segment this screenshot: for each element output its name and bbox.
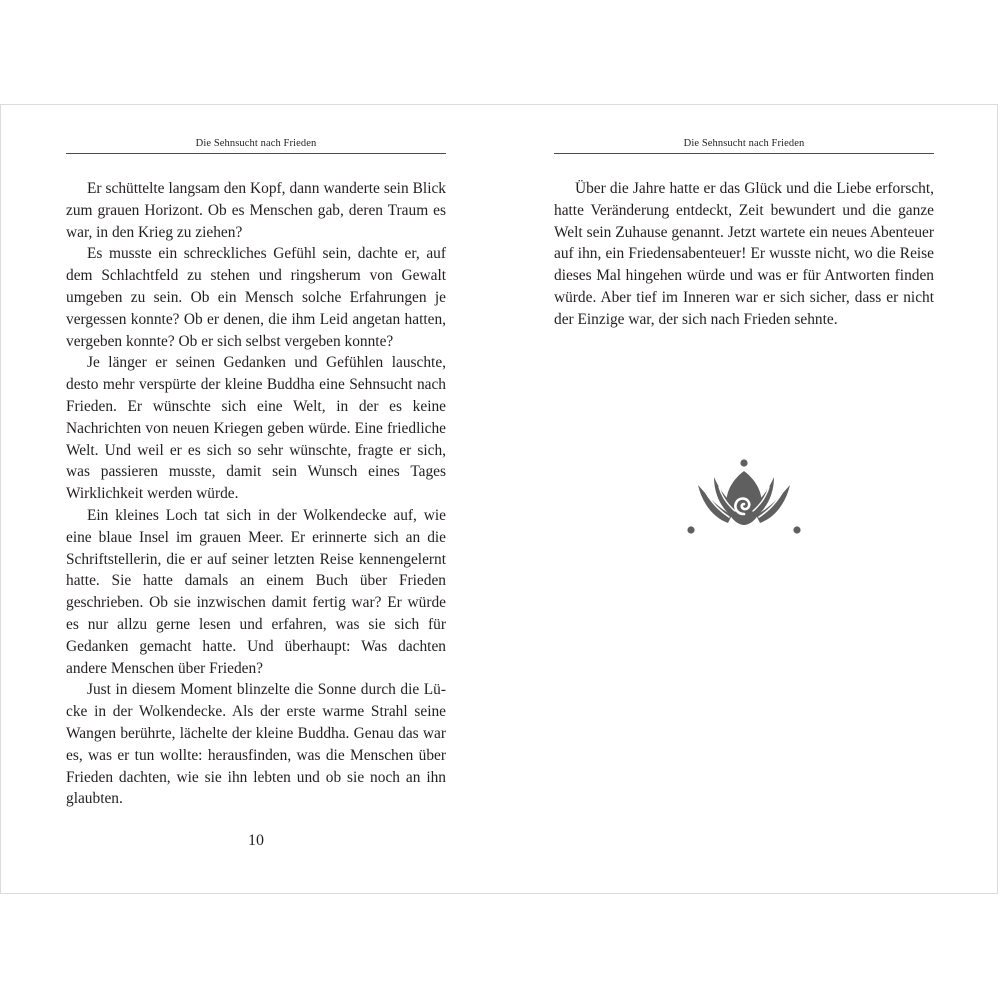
right-body-text <box>554 178 934 331</box>
book-spread <box>0 104 998 894</box>
page-number: 10 <box>248 832 264 849</box>
left-running-head: Die Sehnsucht nach Frieden <box>66 138 446 154</box>
lotus-ornament-icon <box>684 457 804 542</box>
right-running-head: Die Sehnsucht nach Frieden <box>554 138 934 154</box>
left-body-text <box>66 178 446 810</box>
paragraph: Just in diesem Moment blinzelte die Sonne durch die Lücke in der Wolkendecke. Als der erste warme Strahl seine Wangen berührte, lächelte der kleine Buddha. Genau das war es, was er tun wollte: herausfinden, was die Menschen über Frieden dachten, wie sie ihn lebten und ob sie noch an ihn glaubten. <box>66 681 446 808</box>
paragraph: Je länger er seinen Gedanken und Gefühlen lauschte, desto mehr verspürte der kleine Buddha eine Sehnsucht nach Frieden. Er wünschte sich eine Welt, in der es keine Nachrichten von neuen Kriegen geben würde. Eine friedliche Welt. Und weil er es sich so sehr wünschte, fragte er sich, was passieren musste, damit sein Wunsch eines Tages Wirklichkeit werden würde. <box>66 354 446 503</box>
paragraph: Er schüttelte langsam den Kopf, dann wanderte sein Blick zum grauen Horizont. Ob es Menschen gab, deren Traum es war, in den Krieg zu ziehen? <box>66 180 446 241</box>
paragraph: Es musste ein schreckliches Gefühl sein, dachte er, auf dem Schlachtfeld zu stehen und ringsherum von Gewalt umgeben zu sein. Ob ein Mensch solche Erfahrungen je vergessen konnte? Ob er denen, die ihm Leid angetan hatten, vergeben konnte? Ob er sich selbst vergeben konnte? <box>66 245 446 350</box>
paragraph: Ein kleines Loch tat sich in der Wolkendecke auf, wie eine blaue Insel im grauen Meer. Er erinnerte sich an die Schriftstellerin, die er auf seiner letzten Reise kennengelernt hatte. Sie hatte damals an einem Buch über Frieden geschrieben. Ob sie inzwischen damit fertig war? Er würde es nur allzu gerne lesen und erfahren, was sie sich für Gedanken gemacht hatte. Und überhaupt: Was dachten andere Menschen über Frieden? <box>66 506 446 677</box>
paragraph: Über die Jahre hatte er das Glück und die Liebe erforscht, hatte Veränderung entdeckt, Zeit bewundert und die ganze Welt sein Zuhause genannt. Jetzt wartete ein neues Abenteuer auf ihn, ein Friedensabenteuer! Er wusste nicht, wo die Reise dieses Mal hingehen würde und was er für Antworten finden würde. Aber tief im Inneren war er sich sicher, dass er nicht der Einzige war, der sich nach Frieden sehnte. <box>554 180 934 328</box>
